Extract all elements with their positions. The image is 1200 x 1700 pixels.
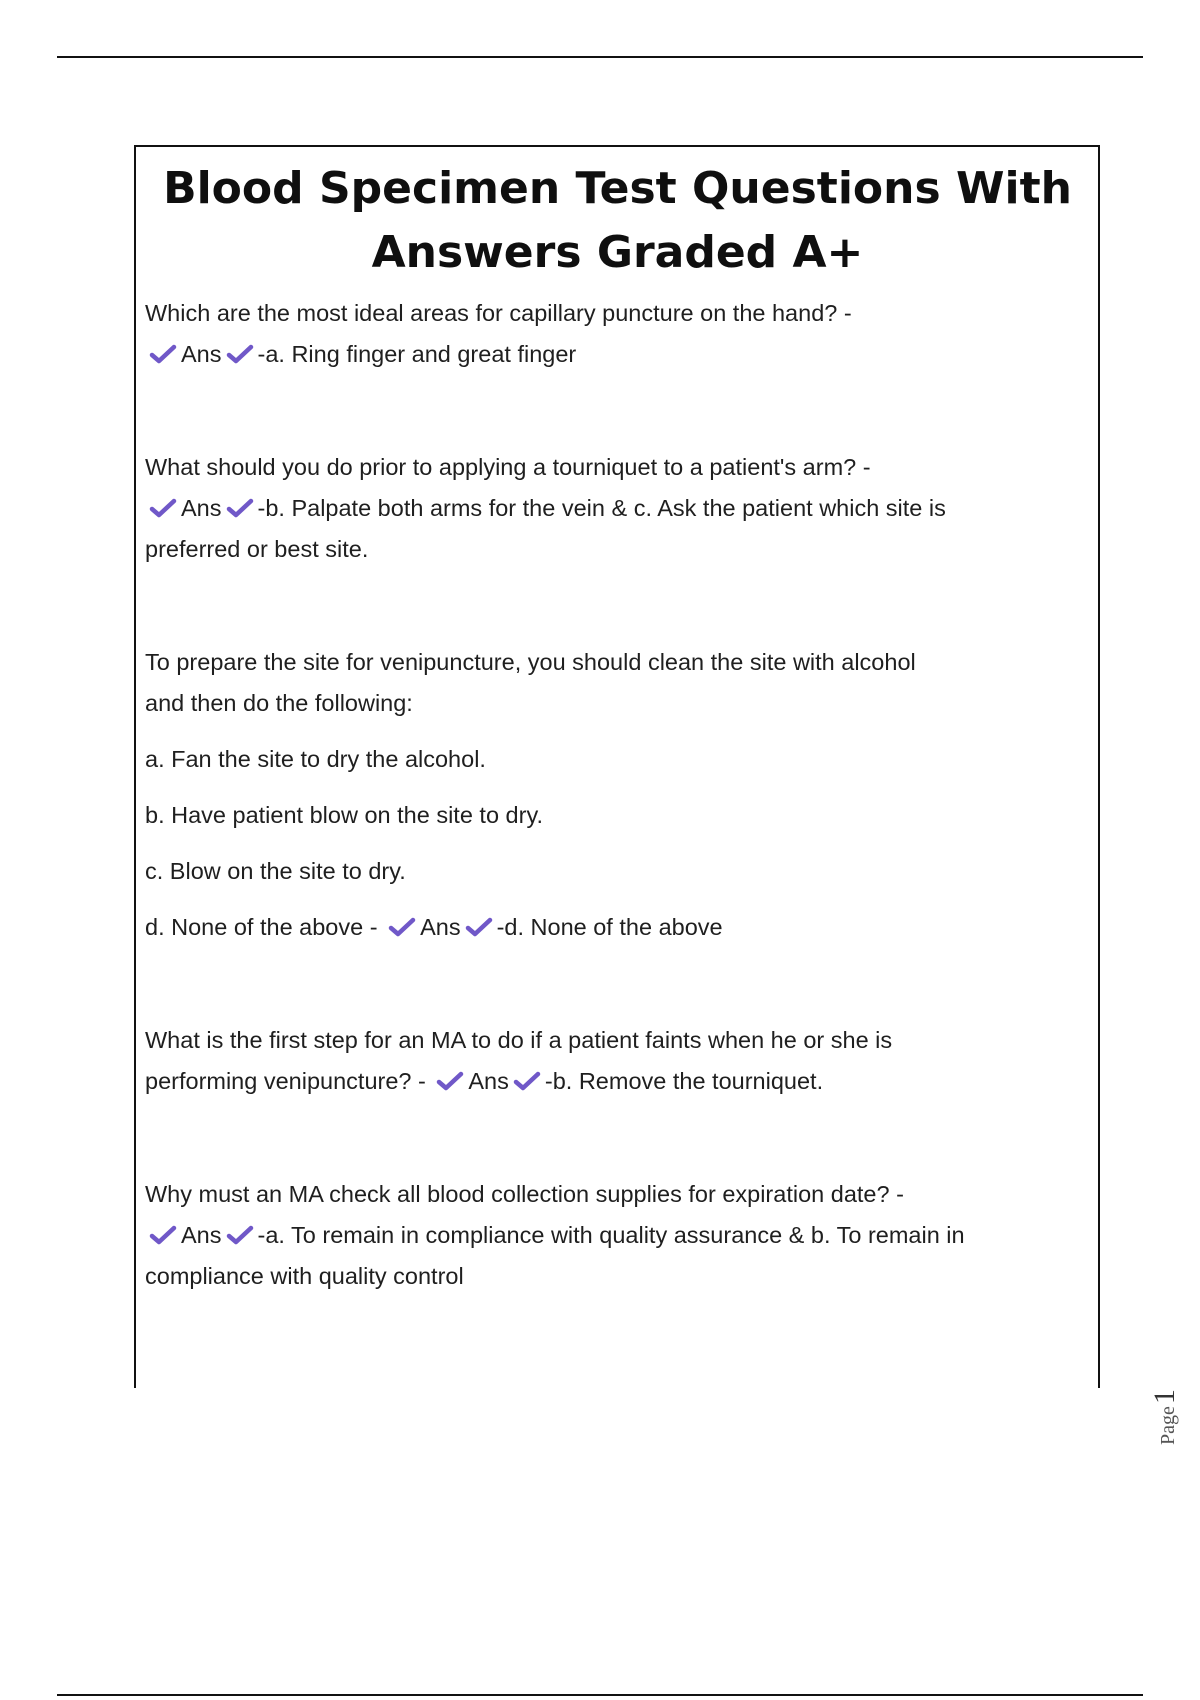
question-text-line-1: To prepare the site for venipuncture, you should clean the site with alcohol (145, 649, 916, 675)
answer-text: -a. Ring finger and great finger (257, 341, 577, 367)
option-d-answer-line (145, 907, 1090, 948)
answer-marker: Ans (181, 495, 222, 521)
answer-text: -a. To remain in compliance with quality assurance & b. To remain in (257, 1222, 965, 1248)
footer-rule (57, 1694, 1143, 1696)
page-number: 1 (1148, 1389, 1181, 1405)
answer-text: -d. None of the above (496, 914, 723, 940)
question-text: Why must an MA check all blood collection supplies for expiration date? - (145, 1181, 904, 1207)
checkmark-icon (436, 1071, 464, 1091)
answer-continuation: preferred or best site. (145, 536, 369, 562)
checkmark-icon (513, 1071, 541, 1091)
answer-marker: Ans (468, 1068, 509, 1094)
answer-line (145, 1061, 1090, 1102)
question-block-4 (145, 1020, 1090, 1102)
checkmark-icon (226, 344, 254, 364)
option-c: c. Blow on the site to dry. (145, 858, 406, 884)
title-line-1: Blood Specimen Test Questions With (163, 163, 1072, 214)
checkmark-icon (149, 344, 177, 364)
question-text-line-1: What is the first step for an MA to do if a patient faints when he or she is (145, 1027, 893, 1053)
checkmark-icon (226, 1225, 254, 1245)
question-text-line-2: performing venipuncture? - (145, 1068, 426, 1094)
answer-line (145, 1215, 1090, 1256)
title-line-2: Answers Graded A+ (371, 227, 864, 278)
checkmark-icon (149, 1225, 177, 1245)
answer-text: -b. Palpate both arms for the vein & c. Ask the patient which site is (257, 495, 946, 521)
option-b: b. Have patient blow on the site to dry. (145, 802, 543, 828)
answer-line (145, 488, 1090, 529)
question-text: What should you do prior to applying a tourniquet to a patient's arm? - (145, 454, 871, 480)
answer-text: -b. Remove the tourniquet. (544, 1068, 824, 1094)
answer-marker: Ans (181, 1222, 222, 1248)
checkmark-icon (465, 917, 493, 937)
checkmark-icon (226, 498, 254, 518)
question-text: Which are the most ideal areas for capillary puncture on the hand? - (145, 300, 852, 326)
question-block-3 (145, 642, 1090, 948)
checkmark-icon (388, 917, 416, 937)
question-block-1 (145, 293, 1090, 375)
option-d: d. None of the above - (145, 914, 378, 940)
header-rule (57, 56, 1143, 58)
answer-continuation: compliance with quality control (145, 1263, 464, 1289)
page-title (145, 157, 1090, 285)
question-block-2 (145, 447, 1090, 570)
page-number-label (1148, 1345, 1188, 1445)
document-body (145, 150, 1090, 1297)
answer-marker: Ans (420, 914, 461, 940)
option-a: a. Fan the site to dry the alcohol. (145, 746, 486, 772)
page-word: Page (1157, 1406, 1179, 1445)
question-block-5 (145, 1174, 1090, 1297)
question-text-line-2: and then do the following: (145, 690, 413, 716)
answer-marker: Ans (181, 341, 222, 367)
answer-line (145, 334, 1090, 375)
checkmark-icon (149, 498, 177, 518)
